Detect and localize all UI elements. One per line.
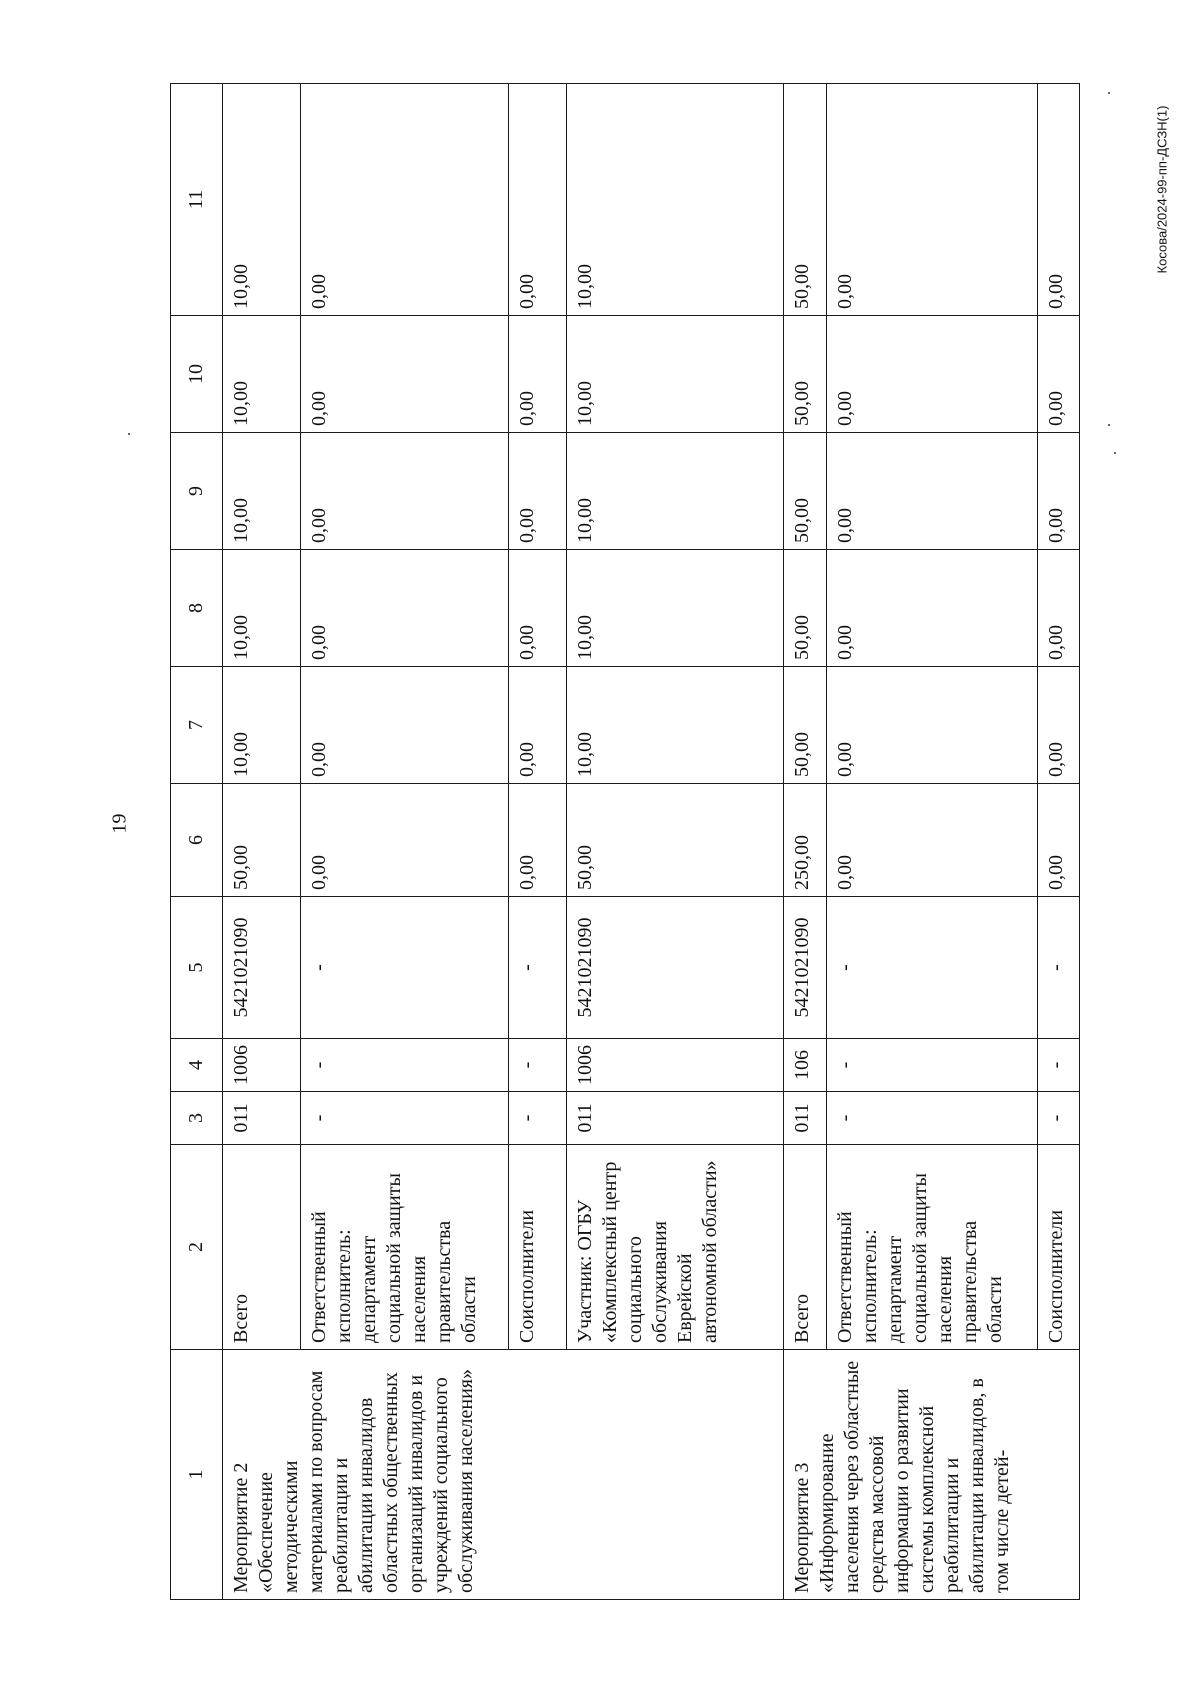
participant-cell: Участник: ОГБУ «Комплексный центр социального обслуживания Еврейской автономной области»: [566, 1145, 783, 1350]
value-cell: 0,00: [826, 550, 1037, 667]
code-cell: -: [508, 897, 566, 1039]
participant-cell: Соисполнители: [1037, 1145, 1079, 1350]
value-cell: 0,00: [508, 433, 566, 550]
code-cell: -: [300, 1092, 508, 1145]
value-cell: 0,00: [300, 784, 508, 897]
participant-cell: Ответственный исполнитель: департамент социальной защиты населения правительства области: [826, 1145, 1037, 1350]
value-cell: 0,00: [508, 84, 566, 316]
code-cell: -: [826, 1039, 1037, 1092]
participant-cell: Ответственный исполнитель: департамент социальной защиты населения правительства области: [300, 1145, 508, 1350]
value-cell: 0,00: [508, 550, 566, 667]
code-cell: 011: [222, 1092, 300, 1145]
header-cell: 1: [171, 1350, 223, 1600]
value-cell: 10,00: [222, 550, 300, 667]
value-cell: 0,00: [1037, 784, 1079, 897]
header-cell: 10: [171, 316, 223, 433]
budget-table: [170, 83, 1080, 1600]
value-cell: 50,00: [784, 84, 826, 316]
value-cell: 10,00: [222, 433, 300, 550]
header-cell: 2: [171, 1145, 223, 1350]
code-cell: 011: [784, 1092, 826, 1145]
value-cell: 0,00: [826, 667, 1037, 784]
rotated-table-sheet: [170, 84, 1080, 1600]
participant-cell: Всего: [784, 1145, 826, 1350]
value-cell: 50,00: [784, 667, 826, 784]
value-cell: 0,00: [826, 316, 1037, 433]
value-cell: 0,00: [508, 316, 566, 433]
value-cell: 10,00: [566, 84, 783, 316]
value-cell: 50,00: [566, 784, 783, 897]
value-cell: 0,00: [826, 84, 1037, 316]
value-cell: 0,00: [1037, 84, 1079, 316]
value-cell: 0,00: [300, 84, 508, 316]
participant-cell: Всего: [222, 1145, 300, 1350]
value-cell: 0,00: [1037, 433, 1079, 550]
value-cell: 0,00: [1037, 316, 1079, 433]
value-cell: 10,00: [222, 84, 300, 316]
code-cell: -: [300, 1039, 508, 1092]
header-cell: 6: [171, 784, 223, 897]
value-cell: 10,00: [566, 433, 783, 550]
event-name-cell: Мероприятие 3 «Информирование населения через областные средства массовой информации о развитии системы комплексной реабилитации и абилитации инвалидов, в том числе детей-: [784, 1350, 1080, 1600]
value-cell: 0,00: [826, 433, 1037, 550]
code-cell: -: [1037, 1092, 1079, 1145]
scan-speck: [1114, 452, 1116, 454]
code-cell: 011: [566, 1092, 783, 1145]
value-cell: 10,00: [566, 550, 783, 667]
code-cell: -: [826, 897, 1037, 1039]
code-cell: 5421021090: [784, 897, 826, 1039]
table-row: [784, 84, 826, 1600]
value-cell: 250,00: [784, 784, 826, 897]
header-cell: 8: [171, 550, 223, 667]
scan-speck: [1108, 92, 1110, 94]
scan-speck: [1108, 424, 1110, 426]
code-cell: -: [1037, 1039, 1079, 1092]
code-cell: -: [508, 1039, 566, 1092]
code-cell: 5421021090: [222, 897, 300, 1039]
event-name-cell: Мероприятие 2 «Обеспечение методическими материалами по вопросам реабилитации и абилитации инвалидов областных общественных организаций инвалидов и учреждений социального обслуживания населения»: [222, 1350, 784, 1600]
value-cell: 0,00: [508, 667, 566, 784]
value-cell: 10,00: [222, 316, 300, 433]
value-cell: 0,00: [1037, 550, 1079, 667]
code-cell: 106: [784, 1039, 826, 1092]
value-cell: 50,00: [784, 316, 826, 433]
code-cell: -: [1037, 897, 1079, 1039]
value-cell: 50,00: [784, 433, 826, 550]
value-cell: 0,00: [1037, 667, 1079, 784]
value-cell: 0,00: [508, 784, 566, 897]
value-cell: 0,00: [826, 784, 1037, 897]
value-cell: 50,00: [784, 550, 826, 667]
page-number: 19: [108, 813, 131, 834]
table-header-row: [171, 84, 223, 1600]
value-cell: 10,00: [566, 667, 783, 784]
header-cell: 9: [171, 433, 223, 550]
scan-speck: [128, 433, 130, 435]
header-cell: 5: [171, 897, 223, 1039]
code-cell: -: [826, 1092, 1037, 1145]
code-cell: -: [300, 897, 508, 1039]
document-code: Косова/2024-99-пп-ДСЗН(1): [1154, 105, 1170, 274]
value-cell: 0,00: [300, 550, 508, 667]
value-cell: 10,00: [222, 667, 300, 784]
value-cell: 0,00: [300, 667, 508, 784]
value-cell: 0,00: [300, 316, 508, 433]
code-cell: 1006: [222, 1039, 300, 1092]
code-cell: 5421021090: [566, 897, 783, 1039]
value-cell: 0,00: [300, 433, 508, 550]
table-row: [222, 84, 300, 1600]
participant-cell: Соисполнители: [508, 1145, 566, 1350]
code-cell: 1006: [566, 1039, 783, 1092]
header-cell: 11: [171, 84, 223, 316]
header-cell: 4: [171, 1039, 223, 1092]
header-cell: 7: [171, 667, 223, 784]
value-cell: 50,00: [222, 784, 300, 897]
value-cell: 10,00: [566, 316, 783, 433]
code-cell: -: [508, 1092, 566, 1145]
header-cell: 3: [171, 1092, 223, 1145]
